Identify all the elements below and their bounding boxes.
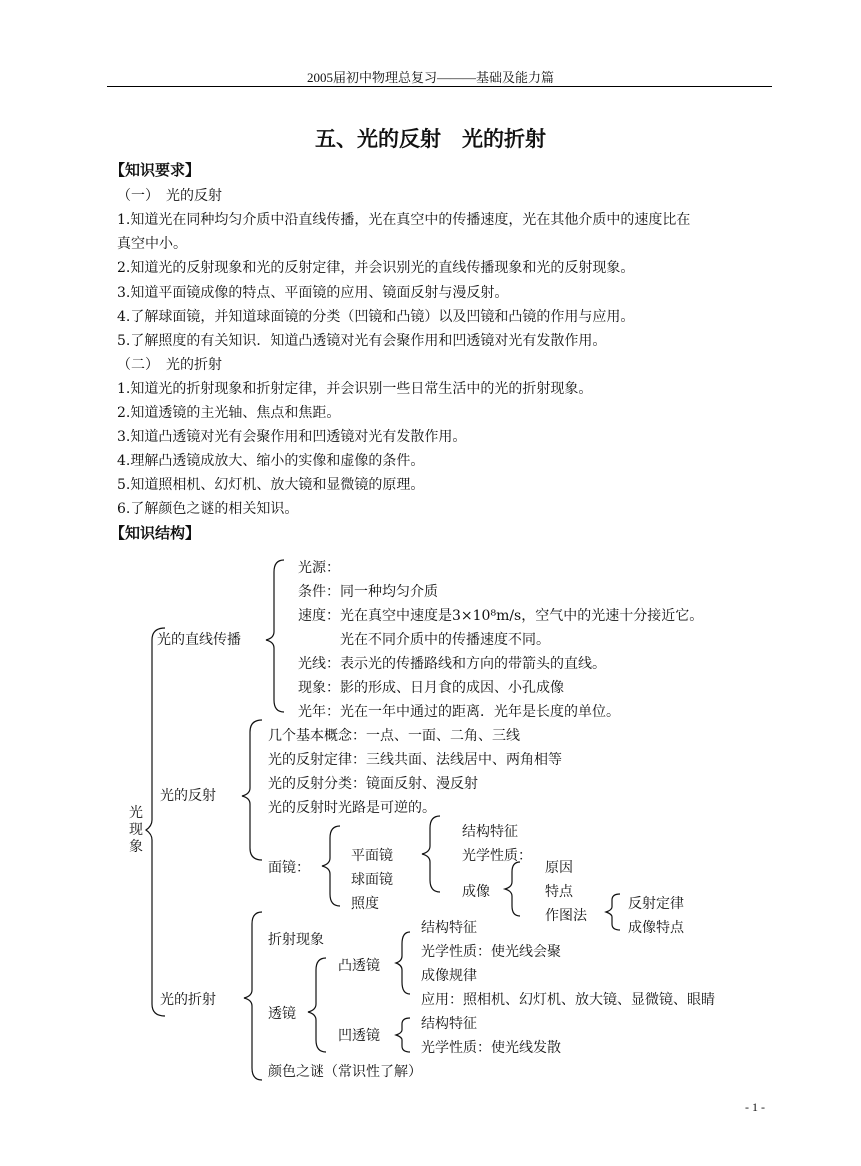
- reflection-item: 几个基本概念：一点、一面、二角、三线: [268, 728, 520, 744]
- req-line: 真空中小。: [117, 236, 187, 252]
- req-line: 4.了解球面镜，并知道球面镜的分类（凹镜和凸镜）以及凹镜和凸镜的作用与应用。: [117, 309, 635, 325]
- section-requirements-heading: 【知识要求】: [110, 161, 201, 179]
- req-line: 2.知道透镜的主光轴、焦点和焦距。: [117, 405, 341, 421]
- color-mystery: 颜色之谜（常识性了解）: [268, 1064, 422, 1080]
- refraction-label: 光的折射: [160, 992, 216, 1008]
- linear-item: 速度：光在真空中速度是3×10⁸m/s，空气中的光速十分接近它。: [298, 608, 704, 624]
- page-title: 五、光的反射 光的折射: [315, 127, 546, 151]
- linear-propagation-label: 光的直线传播: [157, 632, 241, 648]
- plane-mirror-item: 光学性质：: [462, 848, 532, 864]
- convex-item: 光学性质：使光线会聚: [421, 944, 561, 960]
- req-part1-title: （一） 光的反射: [117, 188, 222, 204]
- linear-item: 光线：表示光的传播路线和方向的带箭头的直线。: [298, 656, 606, 672]
- reflection-item: 光的反射分类：镜面反射、漫反射: [268, 776, 478, 792]
- linear-item: 条件：同一种均匀介质: [298, 584, 438, 600]
- linear-item: 光在不同介质中的传播速度不同。: [298, 632, 550, 648]
- imaging-item: 作图法: [545, 908, 587, 924]
- convex-lens-label: 凸透镜: [338, 958, 380, 974]
- imaging-item: 原因: [545, 860, 573, 876]
- req-line: 5.了解照度的有关知识．知道凸透镜对光有会聚作用和凹透镜对光有发散作用。: [117, 333, 607, 349]
- req-line: 3.知道凸透镜对光有会聚作用和凹透镜对光有发散作用。: [117, 429, 467, 445]
- reflection-label: 光的反射: [160, 788, 216, 804]
- tree-root-label: 光现象: [129, 805, 143, 855]
- linear-item: 现象：影的形成、日月食的成因、小孔成像: [298, 680, 564, 696]
- linear-item: 光年：光在一年中通过的距离．光年是长度的单位。: [298, 704, 620, 720]
- mirror-type: 球面镜: [351, 872, 393, 888]
- drawing-method-item: 成像特点: [628, 920, 684, 936]
- drawing-method-item: 反射定律: [628, 896, 684, 912]
- lens-label: 透镜: [268, 1006, 296, 1022]
- section-structure-heading: 【知识结构】: [110, 524, 201, 542]
- page-number: - 1 -: [745, 1100, 765, 1114]
- req-line: 2.知道光的反射现象和光的反射定律，并会识别光的直线传播现象和光的反射现象。: [117, 260, 635, 276]
- mirror-label: 面镜：: [268, 860, 310, 876]
- concave-item: 光学性质：使光线发散: [421, 1040, 561, 1056]
- convex-item: 成像规律: [421, 968, 477, 984]
- reflection-item: 光的反射时光路是可逆的。: [268, 800, 436, 816]
- mirror-type: 照度: [351, 896, 379, 912]
- linear-item: 光源：: [298, 560, 340, 576]
- convex-item: 结构特征: [421, 920, 477, 936]
- mirror-type: 平面镜: [351, 848, 393, 864]
- concave-lens-label: 凹透镜: [338, 1028, 380, 1044]
- concave-item: 结构特征: [421, 1016, 477, 1032]
- req-line: 3.知道平面镜成像的特点、平面镜的应用、镜面反射与漫反射。: [117, 285, 509, 301]
- refraction-phenomenon: 折射现象: [268, 932, 324, 948]
- req-line: 5.知道照相机、幻灯机、放大镜和显微镜的原理。: [117, 477, 425, 493]
- running-header: 2005届初中物理总复习———基础及能力篇: [306, 70, 554, 85]
- req-line: 6.了解颜色之谜的相关知识。: [117, 501, 299, 517]
- req-line: 1.知道光的折射现象和折射定律，并会识别一些日常生活中的光的折射现象。: [117, 381, 593, 397]
- req-line: 1.知道光在同种均匀介质中沿直线传播，光在真空中的传播速度，光在其他介质中的速度比在: [117, 212, 691, 228]
- plane-mirror-item: 成像: [462, 884, 490, 900]
- req-line: 4.理解凸透镜成放大、缩小的实像和虚像的条件。: [117, 453, 425, 469]
- plane-mirror-item: 结构特征: [462, 824, 518, 840]
- imaging-item: 特点: [545, 884, 573, 900]
- convex-item: 应用：照相机、幻灯机、放大镜、显微镜、眼睛: [421, 992, 715, 1008]
- reflection-item: 光的反射定律：三线共面、法线居中、两角相等: [268, 752, 562, 768]
- req-part2-title: （二） 光的折射: [117, 357, 222, 373]
